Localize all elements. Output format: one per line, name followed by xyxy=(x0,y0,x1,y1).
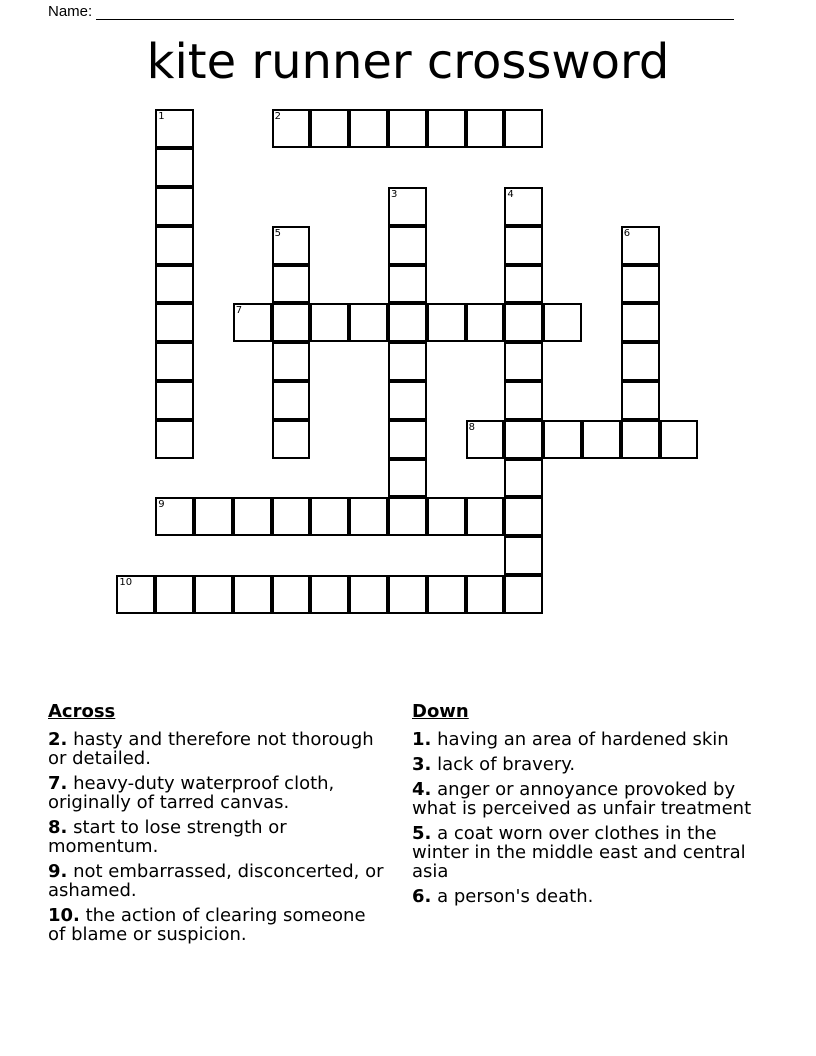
grid-cell[interactable] xyxy=(155,226,194,265)
grid-cell[interactable] xyxy=(504,381,543,420)
grid-cell[interactable] xyxy=(310,303,349,342)
grid-cell[interactable] xyxy=(388,420,427,459)
grid-cell[interactable] xyxy=(155,187,194,226)
cell-number: 7 xyxy=(235,305,243,317)
grid-cell[interactable] xyxy=(660,420,699,459)
cell-number: 1 xyxy=(158,111,165,123)
grid-cell[interactable] xyxy=(194,497,233,536)
clue-down-6 xyxy=(412,887,772,906)
grid-cell[interactable] xyxy=(233,303,272,342)
grid-cell[interactable] xyxy=(504,497,543,536)
grid-cell[interactable] xyxy=(155,342,194,381)
grid-cell[interactable] xyxy=(194,575,233,614)
across-clues xyxy=(48,700,388,950)
grid-cell[interactable] xyxy=(272,575,311,614)
grid-cell[interactable] xyxy=(349,497,388,536)
grid-cell[interactable] xyxy=(427,575,466,614)
grid-cell[interactable] xyxy=(504,226,543,265)
clue-down-1 xyxy=(412,730,772,749)
down-clues xyxy=(412,700,772,912)
grid-cell[interactable] xyxy=(388,265,427,304)
page-title: kite runner crossword xyxy=(146,34,670,90)
grid-cell[interactable] xyxy=(543,420,582,459)
grid-cell[interactable] xyxy=(466,109,505,148)
grid-cell[interactable] xyxy=(504,303,543,342)
grid-cell[interactable] xyxy=(388,109,427,148)
grid-cell[interactable] xyxy=(349,109,388,148)
grid-cell[interactable] xyxy=(621,226,660,265)
cell-number: 3 xyxy=(391,189,398,200)
clue-number: 5. xyxy=(412,823,432,844)
grid-cell[interactable] xyxy=(388,381,427,420)
cell-number: 5 xyxy=(274,227,281,239)
clue-number: 6. xyxy=(412,886,432,907)
clue-number: 1. xyxy=(412,729,432,750)
clue-number: 2. xyxy=(48,729,68,750)
clue-text: lack of bravery. xyxy=(437,754,576,775)
grid-cell[interactable] xyxy=(272,109,311,148)
cell-number: 9 xyxy=(158,499,165,511)
clue-text: not embarrassed, disconcerted, or ashamed. xyxy=(48,861,384,901)
grid-cell[interactable] xyxy=(155,420,194,459)
down-heading: Down xyxy=(412,701,469,722)
cell-number: 10 xyxy=(119,577,133,588)
grid-cell[interactable] xyxy=(466,303,505,342)
grid-cell[interactable] xyxy=(310,575,349,614)
clue-across-9 xyxy=(48,862,388,900)
clue-text: a person's death. xyxy=(437,886,594,907)
clue-text: a coat worn over clothes in the winter in the middle east and central asia xyxy=(412,823,746,882)
grid-cell[interactable] xyxy=(310,497,349,536)
grid-cell[interactable] xyxy=(621,381,660,420)
across-heading: Across xyxy=(48,701,116,722)
grid-cell[interactable] xyxy=(155,109,194,148)
grid-cell[interactable] xyxy=(427,109,466,148)
grid-cell[interactable] xyxy=(504,536,543,575)
clue-across-8 xyxy=(48,818,388,856)
clue-number: 8. xyxy=(48,817,68,838)
grid-cell[interactable] xyxy=(504,109,543,148)
clue-across-2 xyxy=(48,730,388,768)
grid-cell[interactable] xyxy=(116,575,155,614)
grid-cell[interactable] xyxy=(310,109,349,148)
grid-cell[interactable] xyxy=(504,187,543,226)
clue-text: the action of clearing someone of blame or suspicion. xyxy=(48,905,366,945)
grid-cell[interactable] xyxy=(155,497,194,536)
grid-cell[interactable] xyxy=(427,497,466,536)
grid-cell[interactable] xyxy=(388,575,427,614)
grid-cell[interactable] xyxy=(504,459,543,498)
grid-cell[interactable] xyxy=(272,497,311,536)
name-label: Name: xyxy=(48,3,93,20)
grid-cell[interactable] xyxy=(272,303,311,342)
grid-cell[interactable] xyxy=(155,381,194,420)
grid-cell[interactable] xyxy=(582,420,621,459)
grid-cell[interactable] xyxy=(272,420,311,459)
grid-cell[interactable] xyxy=(272,381,311,420)
cell-number: 8 xyxy=(468,421,475,433)
grid-cell[interactable] xyxy=(621,303,660,342)
grid-cell[interactable] xyxy=(155,575,194,614)
grid-cell[interactable] xyxy=(466,497,505,536)
grid-cell[interactable] xyxy=(543,303,582,342)
cell-number: 6 xyxy=(623,227,631,239)
grid-cell[interactable] xyxy=(155,303,194,342)
grid-cell[interactable] xyxy=(388,303,427,342)
grid-cell[interactable] xyxy=(233,575,272,614)
grid-cell[interactable] xyxy=(349,575,388,614)
cell-number: 2 xyxy=(274,111,281,123)
clue-number: 4. xyxy=(412,779,432,800)
grid-cell[interactable] xyxy=(466,575,505,614)
grid-cell[interactable] xyxy=(272,265,311,304)
grid-cell[interactable] xyxy=(504,420,543,459)
cell-number: 4 xyxy=(507,189,514,200)
grid-cell[interactable] xyxy=(388,187,427,226)
grid-cell[interactable] xyxy=(621,342,660,381)
grid-cell[interactable] xyxy=(272,342,311,381)
grid-cell[interactable] xyxy=(388,497,427,536)
clue-number: 7. xyxy=(48,773,68,794)
grid-cell[interactable] xyxy=(621,265,660,304)
grid-cell[interactable] xyxy=(466,420,505,459)
clue-text: hasty and therefore not thorough or detailed. xyxy=(48,729,374,769)
grid-cell[interactable] xyxy=(504,342,543,381)
grid-cell[interactable] xyxy=(504,265,543,304)
grid-cell[interactable] xyxy=(388,459,427,498)
clue-text: start to lose strength or momentum. xyxy=(48,817,287,857)
clue-down-5 xyxy=(412,824,772,881)
grid-cell[interactable] xyxy=(272,226,311,265)
clue-number: 10. xyxy=(48,905,80,926)
grid-cell[interactable] xyxy=(388,226,427,265)
grid-cell[interactable] xyxy=(155,265,194,304)
clue-number: 3. xyxy=(412,754,432,775)
clue-text: heavy-duty waterproof cloth, originally of tarred canvas. xyxy=(48,773,335,813)
grid-cell[interactable] xyxy=(621,420,660,459)
clue-number: 9. xyxy=(48,861,68,882)
grid-cell[interactable] xyxy=(427,303,466,342)
clue-text: having an area of hardened skin xyxy=(437,729,729,750)
clue-across-7 xyxy=(48,774,388,812)
grid-cell[interactable] xyxy=(349,303,388,342)
clue-across-10 xyxy=(48,906,388,944)
grid-cell[interactable] xyxy=(155,148,194,187)
clue-down-3 xyxy=(412,755,772,774)
clue-text: anger or annoyance provoked by what is perceived as unfair treatment xyxy=(412,779,752,819)
grid-cell[interactable] xyxy=(388,342,427,381)
grid-cell[interactable] xyxy=(233,497,272,536)
grid-cell[interactable] xyxy=(504,575,543,614)
clue-down-4 xyxy=(412,780,772,818)
